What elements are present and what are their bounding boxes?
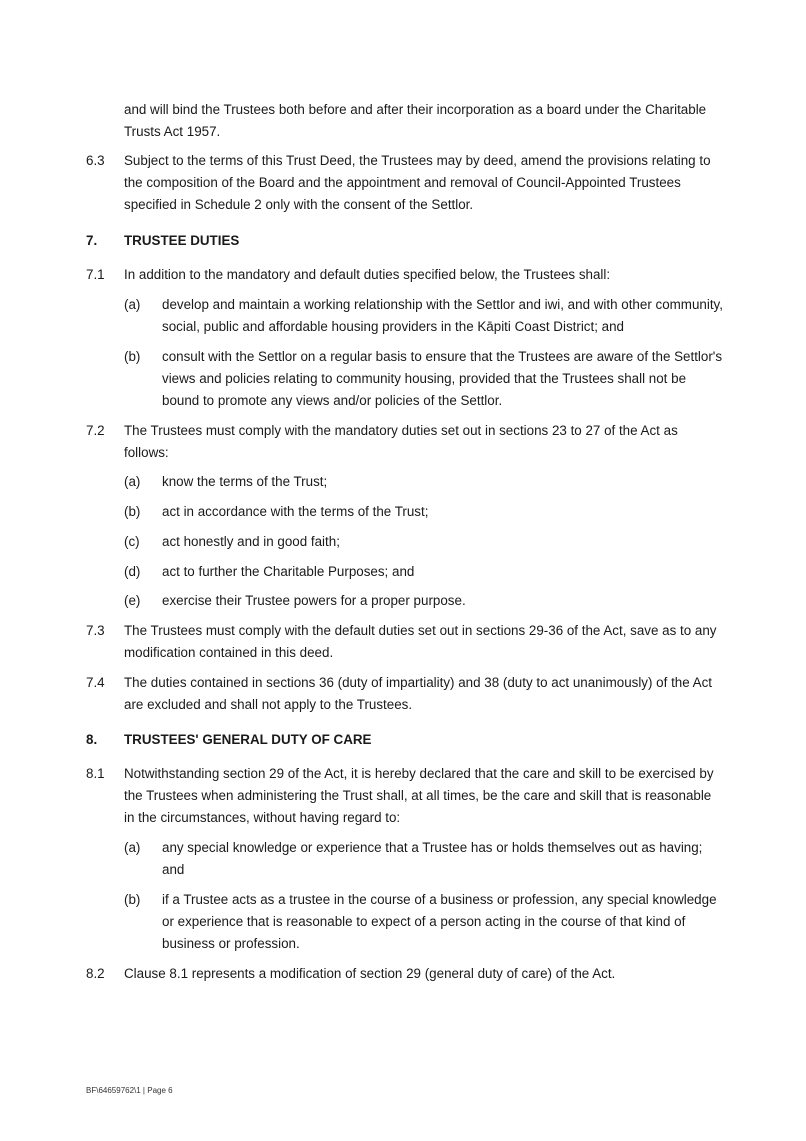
sub-item-label: (b)	[124, 892, 141, 907]
sub-item-text: develop and maintain a working relationship with the Settlor and iwi, and with other community, social, public and affordable housing providers in the Kāpiti Coast District; and	[162, 297, 723, 334]
clause-text: The Trustees must comply with the mandatory duties set out in sections 23 to 27 of the Act as follows:	[124, 423, 678, 460]
clause-text: Subject to the terms of this Trust Deed, the Trustees may by deed, amend the provisions relating to the composition of the Board and the appointment and removal of Council-Appointed Trustees specified in Schedule 2 only with the consent of the Settlor.	[124, 153, 711, 212]
section-number: 7.	[86, 233, 98, 248]
clause-number: 7.1	[86, 267, 105, 282]
clause-number: 7.3	[86, 623, 105, 638]
sub-item-label: (c)	[124, 534, 140, 549]
sub-item-label: (a)	[124, 840, 141, 855]
clause-number: 8.1	[86, 766, 105, 781]
sub-item-label: (e)	[124, 593, 141, 608]
clause-text: Notwithstanding section 29 of the Act, it is hereby declared that the care and skill to be exercised by the Trustees when administering the Trust shall, at all times, be the care and skill that is reasonable in the circumstances, without having regard to:	[124, 766, 714, 825]
sub-item-text: act honestly and in good faith;	[162, 534, 340, 549]
clause-number: 7.2	[86, 423, 105, 438]
section-title: TRUSTEE DUTIES	[124, 233, 240, 248]
clause-text: The Trustees must comply with the default duties set out in sections 29-36 of the Act, save as to any modification contained in this deed.	[124, 623, 717, 660]
clause-number: 8.2	[86, 966, 105, 981]
clause-text: In addition to the mandatory and default duties specified below, the Trustees shall:	[124, 267, 611, 282]
sub-item-text: if a Trustee acts as a trustee in the course of a business or profession, any special knowledge or experience that is reasonable to expect of a person acting in the course of that kind of business or profession.	[162, 892, 717, 951]
sub-item-text: know the terms of the Trust;	[162, 474, 328, 489]
sub-item-label: (a)	[124, 297, 141, 312]
sub-item-label: (d)	[124, 564, 141, 579]
sub-item-text: any special knowledge or experience that a Trustee has or holds themselves out as having; and	[162, 840, 703, 877]
section-title: TRUSTEES' GENERAL DUTY OF CARE	[124, 732, 372, 747]
sub-item-text: exercise their Trustee powers for a proper purpose.	[162, 593, 466, 608]
section-number: 8.	[86, 732, 98, 747]
sub-item-label: (b)	[124, 349, 141, 364]
clause-text: Clause 8.1 represents a modification of section 29 (general duty of care) of the Act.	[124, 966, 616, 981]
sub-item-label: (b)	[124, 504, 141, 519]
clause-number: 7.4	[86, 675, 105, 690]
sub-item-text: act to further the Charitable Purposes; and	[162, 564, 415, 579]
clause-number: 6.3	[86, 153, 105, 168]
sub-item-text: act in accordance with the terms of the Trust;	[162, 504, 429, 519]
sub-item-text: consult with the Settlor on a regular basis to ensure that the Trustees are aware of the Settlor's views and policies relating to community housing, provided that the Trustees shall not be bound to promote any views and/or policies of the Settlor.	[162, 349, 723, 408]
clause-6-2-continuation: and will bind the Trustees both before and after their incorporation as a board under the Charitable Trusts Act 1957.	[124, 102, 707, 139]
clause-text: The duties contained in sections 36 (duty of impartiality) and 38 (duty to act unanimously) of the Act are excluded and shall not apply to the Trustees.	[124, 675, 713, 712]
page-footer: BF\64659762\1 | Page 6	[86, 1086, 173, 1095]
sub-item-label: (a)	[124, 474, 141, 489]
